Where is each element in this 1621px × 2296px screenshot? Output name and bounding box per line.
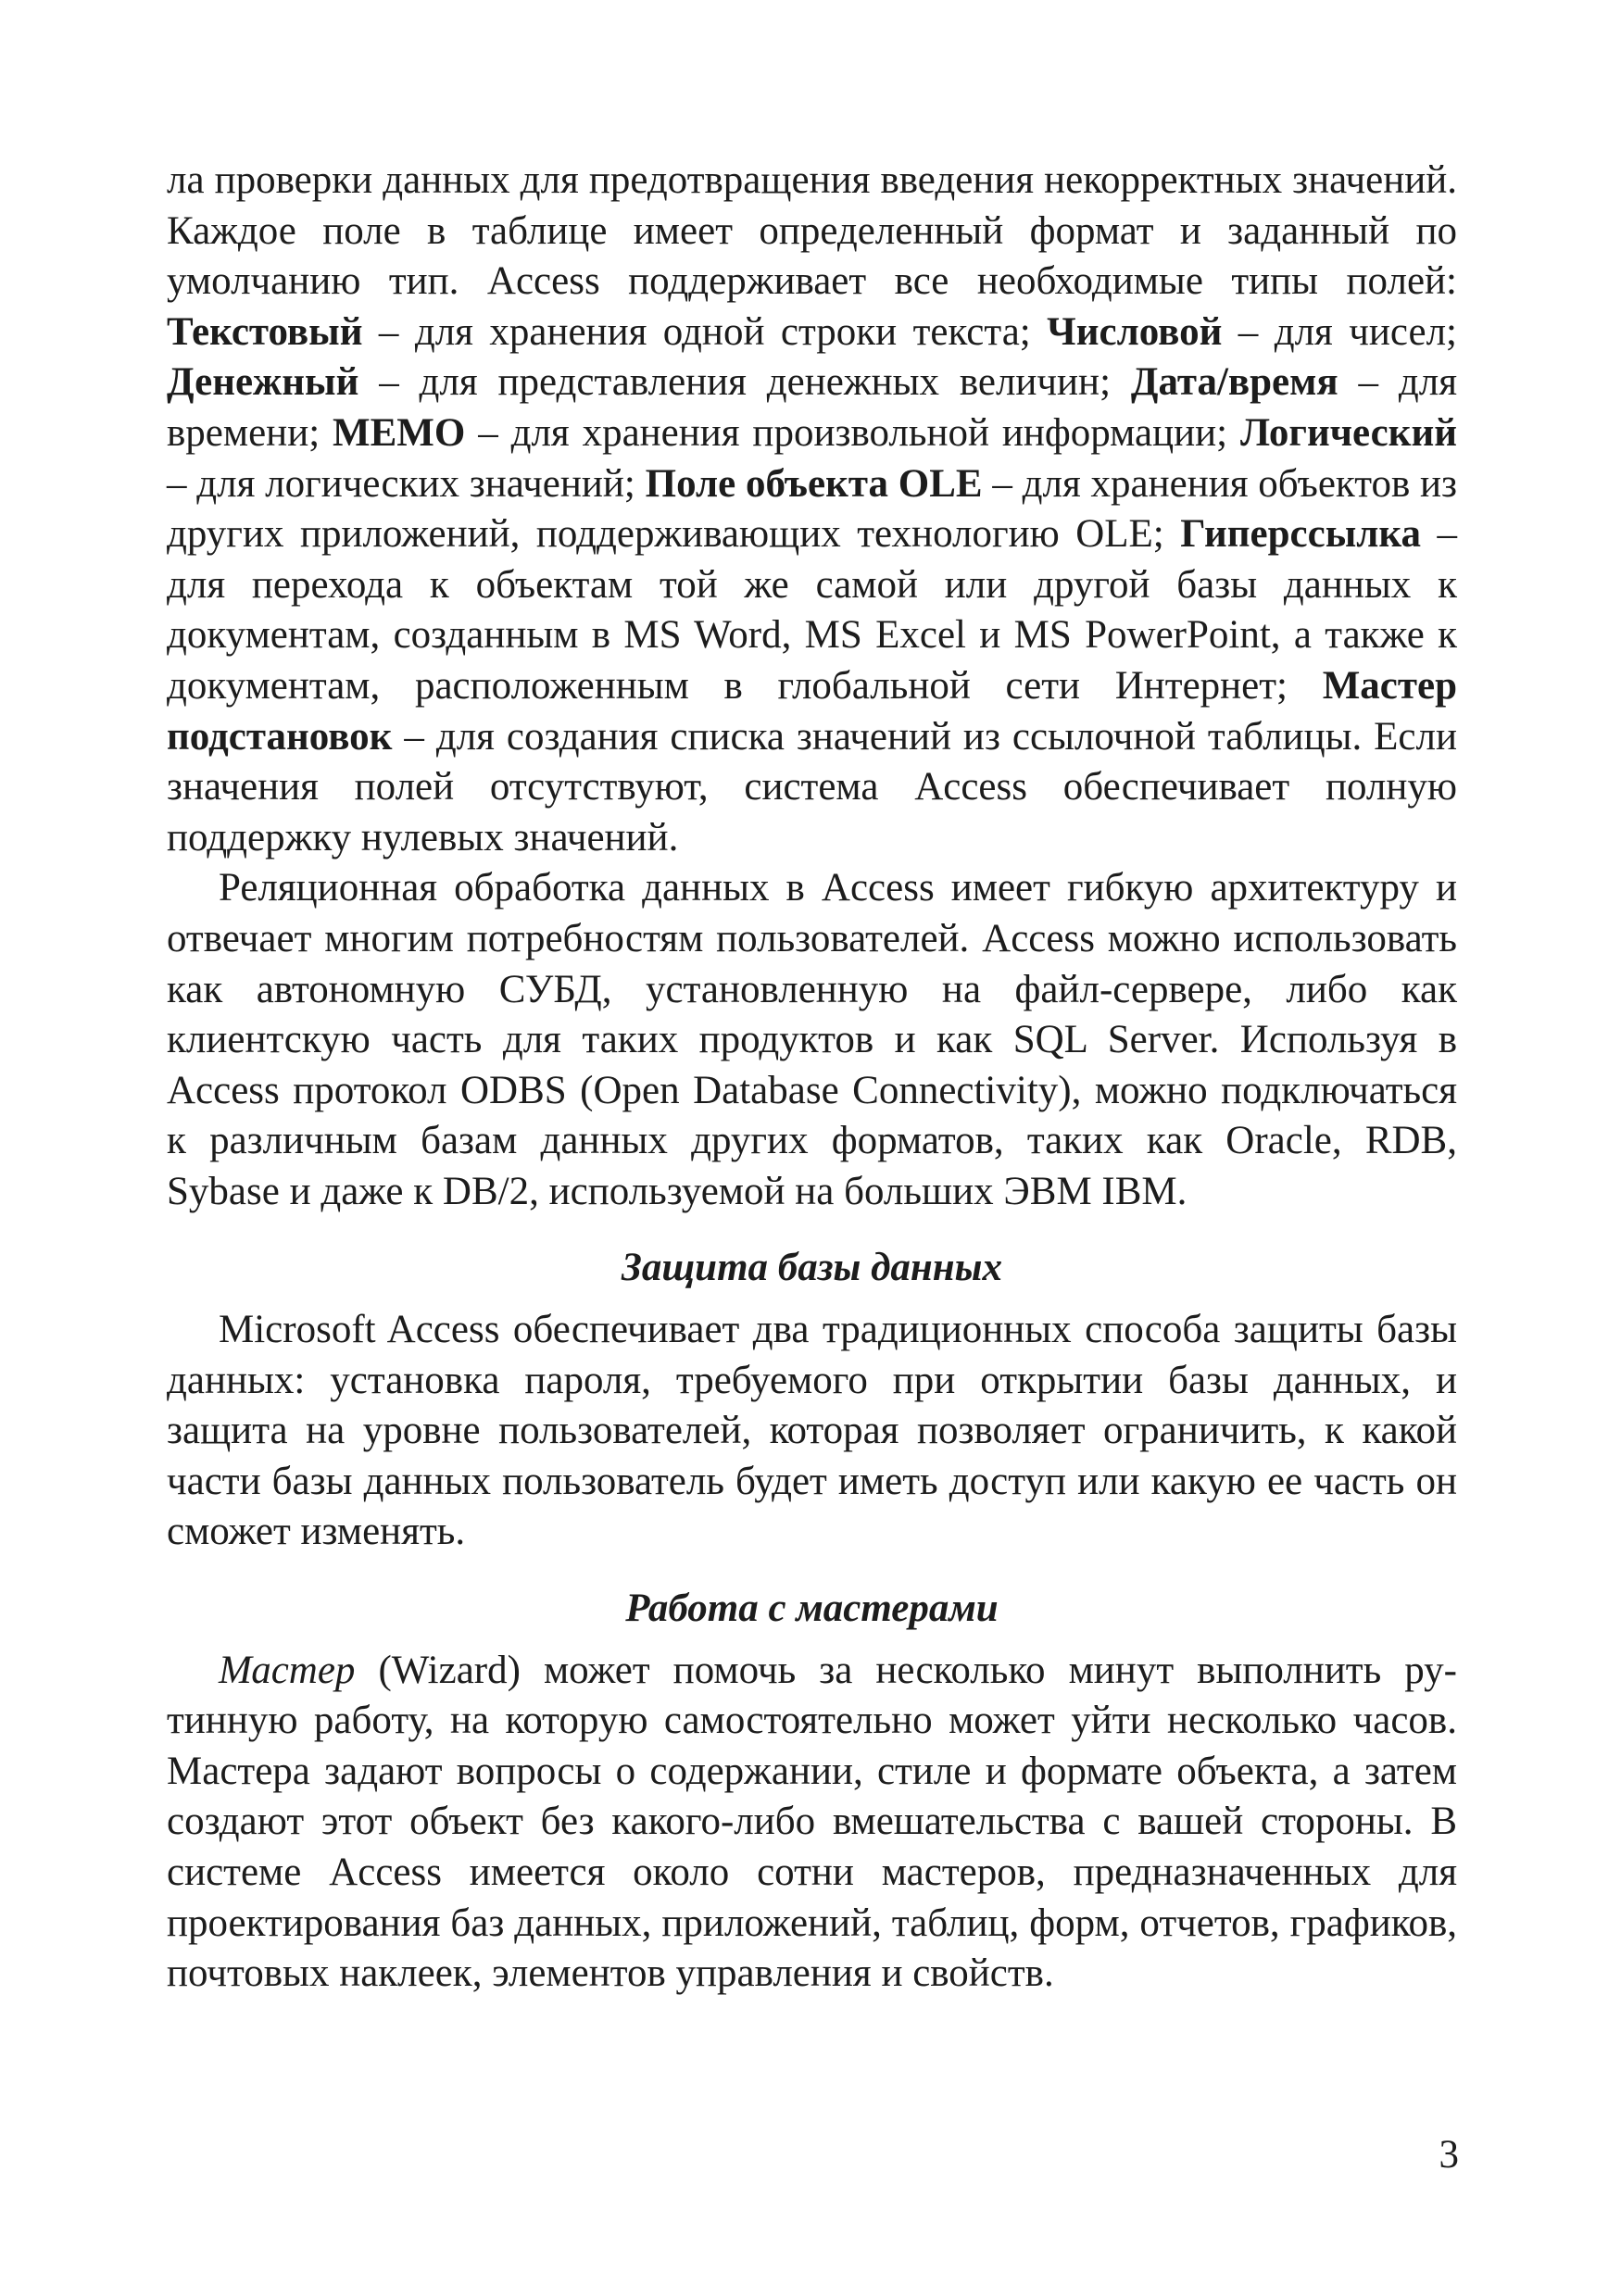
term-bold: Числовой <box>1047 309 1223 354</box>
paragraph <box>167 1305 1457 1558</box>
term-italic: Мастер <box>219 1648 356 1692</box>
term-bold: Мастер подстановок <box>167 663 1457 759</box>
text-run: Microsoft Access обеспечивает два традиционных способа защиты базы данных: установка пароля, требуемого при открытии базы данных, и защита на уровне пользователей, которая позволяет ограничить, к какой части базы данных пользователь будет иметь доступ или какую ее часть он сможет изменять. <box>167 1308 1457 1554</box>
term-bold: Поле объекта OLE <box>645 461 983 506</box>
term-bold: Гиперссылка <box>1180 512 1422 557</box>
text-run: ла проверки данных для предотвращения введения некорректных значений. Каждое поле в таблице имеет определенный формат и заданный по умолчанию тип. Access поддерживает все необходимые типы полей: <box>167 158 1457 304</box>
term-bold: Логический <box>1239 410 1457 455</box>
paragraph <box>167 1646 1457 2000</box>
term-bold: Дата/время <box>1130 360 1338 405</box>
text-run: – для логических значений; <box>167 461 646 506</box>
text-run: (Wizard) может помочь за несколько минут выполнить рутинную работу, на которую самостоятельно может уйти несколько часов. Мастера задают вопросы о содержании, стиле и формате объекта, а затем создают этот объект без какого-либо вмешательства с вашей стороны. В системе Access имеется около сотни мастеров, предназначенных для проектирования баз данных, приложений, таблиц, форм, отчетов, графиков, почтовых наклеек, элементов управления и свойств. <box>167 1648 1457 1996</box>
text-run: – для перехода к объектам той же самой или другой базы данных к документам, созданным в MS Word, MS Excel и MS PowerPoint, а также к документам, расположенным в глобальной сети Интернет; <box>167 512 1458 708</box>
page-number: 3 <box>1439 2133 1459 2177</box>
page-body <box>167 156 1457 2000</box>
paragraph <box>167 863 1457 1217</box>
term-bold: MEMO <box>333 410 466 455</box>
text-run: Реляционная обработка данных в Access имеет гибкую архитектуру и отвечает многим потребностям пользователей. Access можно использовать как автономную СУБД, установленную на файл-сервере, либо как клиентскую часть для таких продуктов и как SQL Server. Используя в Access протокол ODBS (Open Database Connectivity), можно подключаться к различным базам данных других форматов, таких как Oracle, RDB, Sybase и даже к DB/2, используемой на больших ЭВМ IBM. <box>167 866 1457 1213</box>
term-bold: Денежный <box>167 360 359 405</box>
text-run: – для хранения произвольной информации; <box>465 410 1240 455</box>
term-bold: Текстовый <box>167 309 363 354</box>
text-run: – для хранения объектов из других приложений, поддерживающих технологию OLE; <box>167 461 1458 557</box>
text-run: – для представления денежных величин; <box>358 360 1131 405</box>
text-run: – для чисел; <box>1222 309 1457 354</box>
text-run: – для времени; <box>167 360 1457 455</box>
text-run: – для создания списка значений из ссылочной таблицы. Если значения полей отсутствуют, система Access обеспечивает полную поддержку нулевых значений. <box>167 714 1457 859</box>
text-run: – для хранения одной строки текста; <box>362 309 1048 354</box>
paragraph <box>167 156 1457 863</box>
section-heading: Работа с мастерами <box>625 1587 999 1631</box>
section-heading: Защита базы данных <box>621 1246 1003 1290</box>
